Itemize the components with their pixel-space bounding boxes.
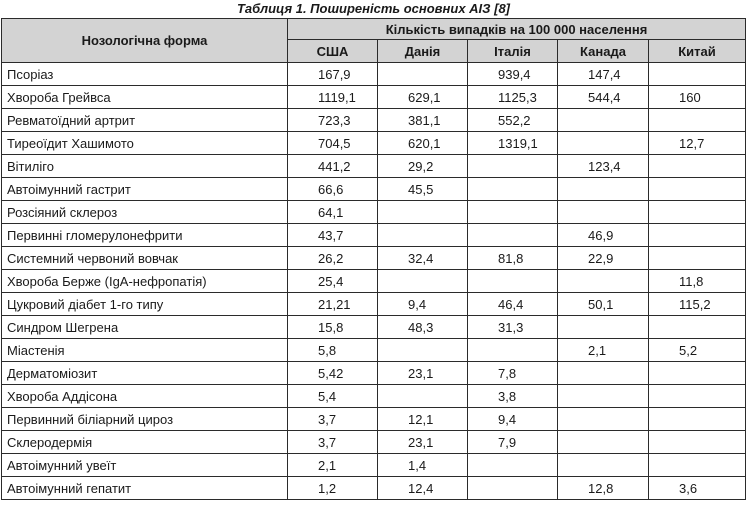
row-value-cell: 7,9 [468, 431, 558, 454]
row-value-cell [649, 201, 746, 224]
header-cases: Кількість випадків на 100 000 населення [288, 19, 746, 40]
row-value-cell: 21,21 [288, 293, 378, 316]
row-value-cell: 123,4 [558, 155, 649, 178]
prevalence-table [1, 18, 746, 500]
row-value-cell: 46,9 [558, 224, 649, 247]
row-value-cell: 7,8 [468, 362, 558, 385]
row-value-cell [558, 201, 649, 224]
row-value-cell [468, 155, 558, 178]
row-nosology-name: Первинний біліарний цироз [2, 408, 288, 431]
row-value-cell: 12,1 [378, 408, 468, 431]
row-nosology-name: Синдром Шегрена [2, 316, 288, 339]
row-value-cell [558, 385, 649, 408]
row-value-cell [468, 270, 558, 293]
row-nosology-name: Хвороба Берже (IgA-нефропатія) [2, 270, 288, 293]
row-value-cell: 45,5 [378, 178, 468, 201]
row-value-cell: 11,8 [649, 270, 746, 293]
table-row [2, 247, 746, 270]
row-value-cell: 723,3 [288, 109, 378, 132]
row-value-cell: 1125,3 [468, 86, 558, 109]
row-value-cell [649, 316, 746, 339]
table-header [2, 19, 746, 63]
table-row [2, 178, 746, 201]
table-row [2, 477, 746, 500]
row-nosology-name: Автоімунний гепатит [2, 477, 288, 500]
row-nosology-name: Первинні гломерулонефрити [2, 224, 288, 247]
row-value-cell [468, 454, 558, 477]
header-country-denmark: Данія [378, 40, 468, 63]
row-value-cell: 115,2 [649, 293, 746, 316]
row-value-cell: 12,4 [378, 477, 468, 500]
row-value-cell: 23,1 [378, 431, 468, 454]
row-value-cell: 29,2 [378, 155, 468, 178]
row-value-cell: 23,1 [378, 362, 468, 385]
row-value-cell [649, 155, 746, 178]
row-nosology-name: Склеродермія [2, 431, 288, 454]
row-value-cell: 5,42 [288, 362, 378, 385]
row-value-cell: 1,2 [288, 477, 378, 500]
row-value-cell [468, 201, 558, 224]
row-nosology-name: Вітиліго [2, 155, 288, 178]
row-value-cell [649, 454, 746, 477]
row-value-cell: 9,4 [378, 293, 468, 316]
row-value-cell [558, 109, 649, 132]
table-row [2, 408, 746, 431]
row-value-cell: 620,1 [378, 132, 468, 155]
row-value-cell [558, 132, 649, 155]
row-nosology-name: Ревматоїдний артрит [2, 109, 288, 132]
row-value-cell: 31,3 [468, 316, 558, 339]
row-nosology-name: Міастенія [2, 339, 288, 362]
table-row [2, 362, 746, 385]
row-value-cell [649, 178, 746, 201]
row-value-cell [378, 224, 468, 247]
header-country-italy: Італія [468, 40, 558, 63]
row-value-cell: 22,9 [558, 247, 649, 270]
row-nosology-name: Дерматоміозит [2, 362, 288, 385]
table-row [2, 201, 746, 224]
row-value-cell: 1119,1 [288, 86, 378, 109]
row-value-cell [468, 224, 558, 247]
row-nosology-name: Автоімунний увеїт [2, 454, 288, 477]
row-nosology-name: Хвороба Аддісона [2, 385, 288, 408]
row-value-cell [378, 63, 468, 86]
row-value-cell: 50,1 [558, 293, 649, 316]
row-value-cell [378, 201, 468, 224]
row-value-cell [649, 362, 746, 385]
row-value-cell: 5,8 [288, 339, 378, 362]
row-nosology-name: Тиреоїдит Хашимото [2, 132, 288, 155]
row-nosology-name: Системний червоний вовчак [2, 247, 288, 270]
row-value-cell [649, 224, 746, 247]
row-value-cell [649, 247, 746, 270]
row-value-cell: 26,2 [288, 247, 378, 270]
row-value-cell: 3,7 [288, 408, 378, 431]
table-row [2, 132, 746, 155]
table-body [2, 63, 746, 500]
row-value-cell [558, 362, 649, 385]
row-value-cell: 3,6 [649, 477, 746, 500]
row-value-cell: 46,4 [468, 293, 558, 316]
row-value-cell [558, 431, 649, 454]
header-country-china: Китай [649, 40, 746, 63]
row-value-cell [649, 431, 746, 454]
row-value-cell: 43,7 [288, 224, 378, 247]
row-value-cell: 5,2 [649, 339, 746, 362]
row-value-cell [558, 270, 649, 293]
row-value-cell [558, 316, 649, 339]
row-value-cell: 3,7 [288, 431, 378, 454]
row-value-cell: 147,4 [558, 63, 649, 86]
row-value-cell: 9,4 [468, 408, 558, 431]
row-value-cell [378, 270, 468, 293]
row-value-cell: 25,4 [288, 270, 378, 293]
row-value-cell [468, 339, 558, 362]
table-row [2, 339, 746, 362]
table-row [2, 293, 746, 316]
row-value-cell: 64,1 [288, 201, 378, 224]
row-value-cell: 704,5 [288, 132, 378, 155]
row-value-cell [468, 477, 558, 500]
header-country-canada: Канада [558, 40, 649, 63]
row-value-cell: 381,1 [378, 109, 468, 132]
row-value-cell [649, 63, 746, 86]
row-nosology-name: Цукровий діабет 1-го типу [2, 293, 288, 316]
row-value-cell: 629,1 [378, 86, 468, 109]
row-value-cell [649, 109, 746, 132]
table-row [2, 270, 746, 293]
row-nosology-name: Розсіяний склероз [2, 201, 288, 224]
row-nosology-name: Псоріаз [2, 63, 288, 86]
row-value-cell: 1319,1 [468, 132, 558, 155]
row-value-cell [649, 385, 746, 408]
row-value-cell [378, 385, 468, 408]
row-value-cell [558, 178, 649, 201]
row-value-cell: 15,8 [288, 316, 378, 339]
row-value-cell: 3,8 [468, 385, 558, 408]
row-value-cell [649, 408, 746, 431]
row-value-cell [378, 339, 468, 362]
row-value-cell: 1,4 [378, 454, 468, 477]
row-value-cell: 2,1 [288, 454, 378, 477]
row-value-cell: 939,4 [468, 63, 558, 86]
row-value-cell: 2,1 [558, 339, 649, 362]
row-value-cell: 441,2 [288, 155, 378, 178]
row-value-cell [468, 178, 558, 201]
row-nosology-name: Хвороба Грейвса [2, 86, 288, 109]
table-row [2, 109, 746, 132]
table-row [2, 63, 746, 86]
table-row [2, 454, 746, 477]
row-value-cell: 12,8 [558, 477, 649, 500]
row-value-cell: 32,4 [378, 247, 468, 270]
table-row [2, 431, 746, 454]
table-row [2, 385, 746, 408]
table-caption: Таблиця 1. Поширеність основних АІЗ [8] [236, 1, 511, 16]
row-value-cell: 160 [649, 86, 746, 109]
row-value-cell: 167,9 [288, 63, 378, 86]
row-value-cell: 81,8 [468, 247, 558, 270]
table-row [2, 224, 746, 247]
row-value-cell: 552,2 [468, 109, 558, 132]
row-value-cell: 544,4 [558, 86, 649, 109]
header-nosology: Нозологічна форма [2, 19, 288, 63]
row-value-cell: 5,4 [288, 385, 378, 408]
row-nosology-name: Автоімунний гастрит [2, 178, 288, 201]
row-value-cell: 48,3 [378, 316, 468, 339]
table-row [2, 316, 746, 339]
row-value-cell [558, 408, 649, 431]
row-value-cell: 12,7 [649, 132, 746, 155]
row-value-cell [558, 454, 649, 477]
table-row [2, 86, 746, 109]
row-value-cell: 66,6 [288, 178, 378, 201]
header-country-usa: США [288, 40, 378, 63]
table-row [2, 155, 746, 178]
